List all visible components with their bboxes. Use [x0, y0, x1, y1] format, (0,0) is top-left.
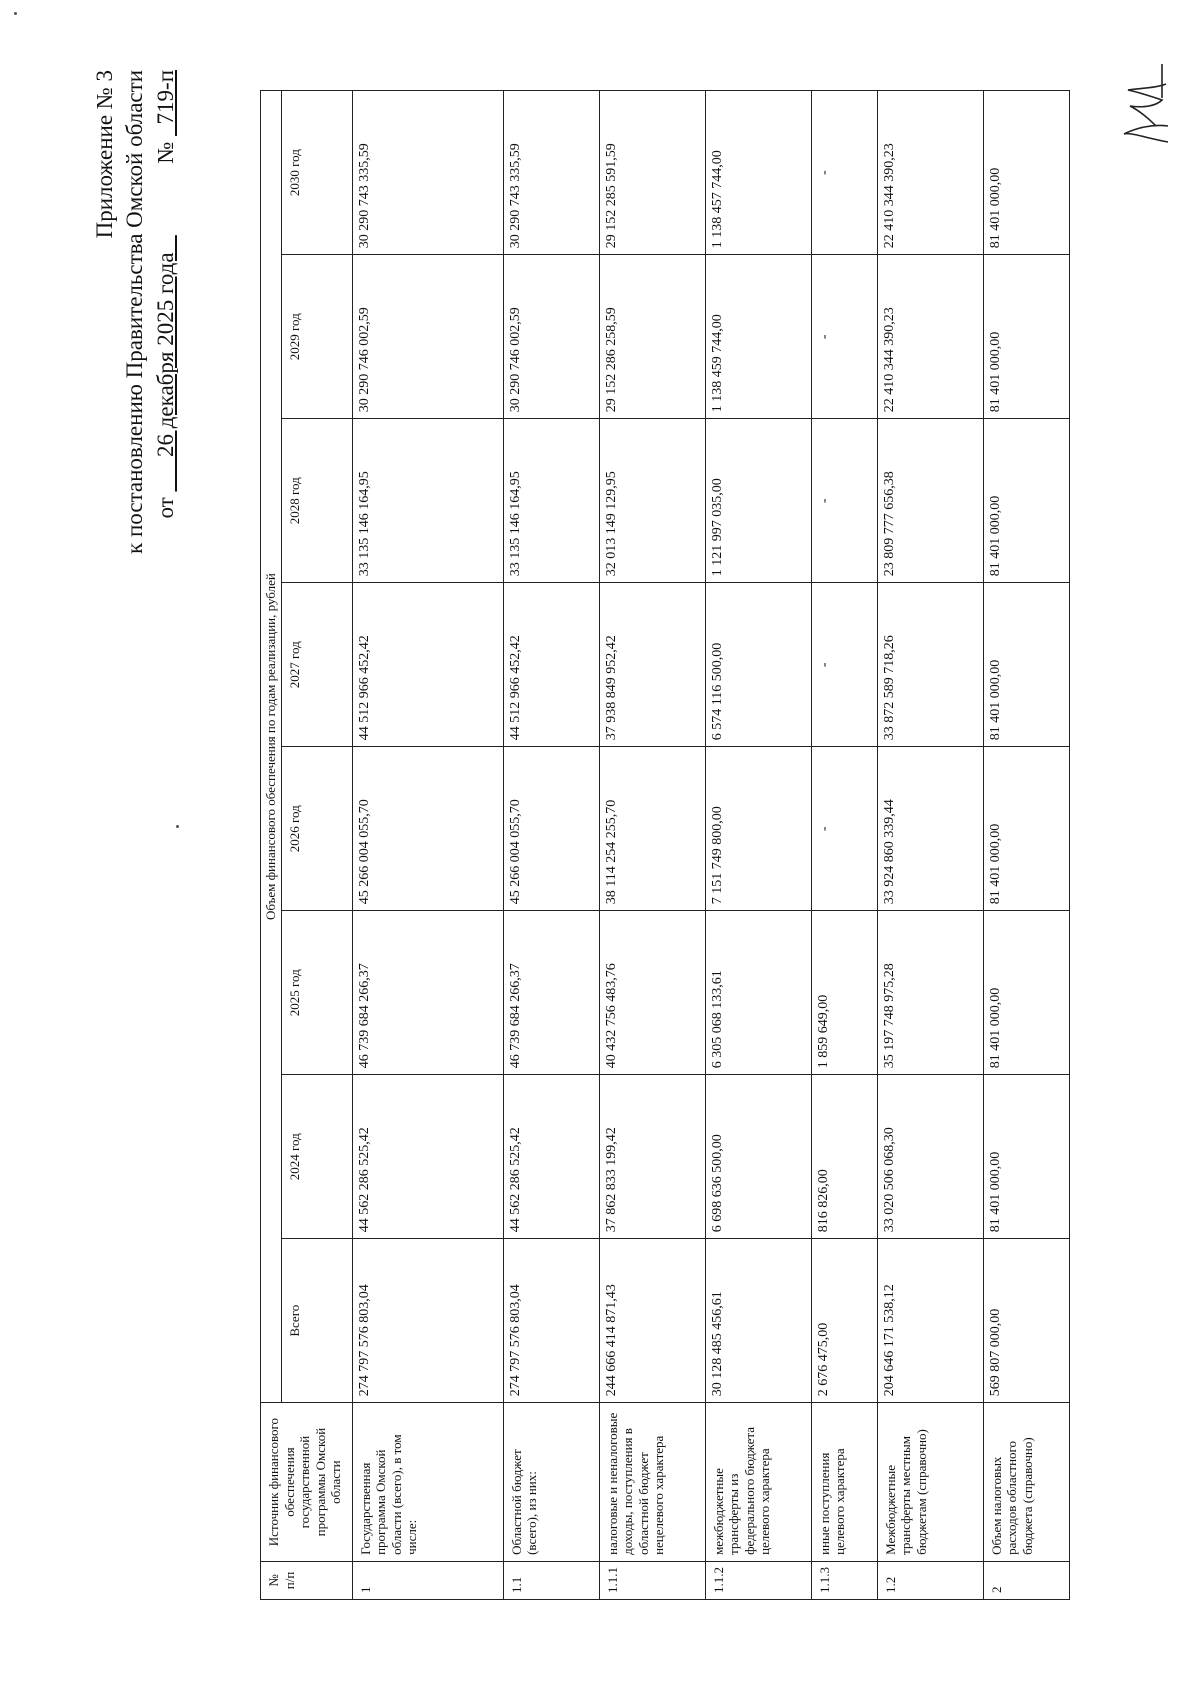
row-total: 204 646 171 538,12: [877, 1239, 983, 1403]
row-year-value: 33 135 146 164,95: [352, 419, 503, 583]
row-source: Межбюджетные трансферты местным бюджетам (справочно): [877, 1403, 983, 1562]
row-year-value: 44 512 966 452,42: [503, 583, 599, 747]
row-source: Государственная программа Омской области (всего), в том числе:: [352, 1403, 503, 1562]
row-year-value: -: [811, 419, 877, 583]
row-year-value: 45 266 004 055,70: [503, 747, 599, 911]
row-total: 274 797 576 803,04: [352, 1239, 503, 1403]
appendix-header: [90, 70, 181, 590]
table-row: [983, 91, 1069, 1600]
row-year-value: 81 401 000,00: [983, 911, 1069, 1075]
row-year-value: 33 020 506 068,30: [877, 1075, 983, 1239]
row-total: 274 797 576 803,04: [503, 1239, 599, 1403]
column-header-source: Источник финансового обеспечения государственной программы Омской области: [261, 1403, 353, 1562]
column-group-header: Объем финансового обеспечения по годам реализации, рублей: [261, 91, 282, 1403]
row-total: 244 666 414 871,43: [599, 1239, 705, 1403]
row-year-value: 33 924 860 339,44: [877, 747, 983, 911]
row-year-value: -: [811, 747, 877, 911]
row-year-value: 40 432 756 483,76: [599, 911, 705, 1075]
column-header-year: 2025 год: [281, 911, 352, 1075]
row-year-value: 1 138 459 744,00: [705, 255, 811, 419]
row-year-value: 32 013 149 129,95: [599, 419, 705, 583]
column-header-year: 2024 год: [281, 1075, 352, 1239]
row-number: 1: [352, 1561, 503, 1599]
row-year-value: 6 305 068 133,61: [705, 911, 811, 1075]
column-header-year: 2029 год: [281, 255, 352, 419]
row-source: Областной бюджет (всего), из них:: [503, 1403, 599, 1562]
row-year-value: 33 872 589 718,26: [877, 583, 983, 747]
number-label: №: [152, 141, 178, 164]
column-header-year: 2027 год: [281, 583, 352, 747]
row-year-value: 7 151 749 800,00: [705, 747, 811, 911]
row-number: 1.1: [503, 1561, 599, 1599]
row-year-value: 30 290 743 335,59: [503, 91, 599, 255]
row-number: 1.1.1: [599, 1561, 705, 1599]
row-year-value: 1 859 649,00: [811, 911, 877, 1075]
row-year-value: 29 152 285 591,59: [599, 91, 705, 255]
row-year-value: 1 121 997 035,00: [705, 419, 811, 583]
row-year-value: 46 739 684 266,37: [352, 911, 503, 1075]
row-year-value: -: [811, 255, 877, 419]
appendix-reference: к постановлению Правительства Омской области: [122, 70, 148, 554]
table-row: [503, 91, 599, 1600]
row-year-value: 44 512 966 452,42: [352, 583, 503, 747]
row-year-value: 81 401 000,00: [983, 419, 1069, 583]
table-row: [877, 91, 983, 1600]
table-row: [811, 91, 877, 1600]
row-year-value: 6 698 636 500,00: [705, 1075, 811, 1239]
row-year-value: 22 410 344 390,23: [877, 91, 983, 255]
appendix-date-line: [151, 70, 181, 590]
decree-number: 719-п: [152, 70, 178, 125]
row-year-value: 22 410 344 390,23: [877, 255, 983, 419]
row-year-value: 81 401 000,00: [983, 255, 1069, 419]
row-total: 30 128 485 456,61: [705, 1239, 811, 1403]
row-total: 569 807 000,00: [983, 1239, 1069, 1403]
row-number: 2: [983, 1561, 1069, 1599]
row-year-value: 45 266 004 055,70: [352, 747, 503, 911]
row-year-value: 37 862 833 199,42: [599, 1075, 705, 1239]
column-header-year: 2028 год: [281, 419, 352, 583]
column-header-total: Всего: [281, 1239, 352, 1403]
row-year-value: 37 938 849 952,42: [599, 583, 705, 747]
row-number: 1.1.2: [705, 1561, 811, 1599]
row-year-value: 35 197 748 975,28: [877, 911, 983, 1075]
row-year-value: -: [811, 583, 877, 747]
row-source: Объем налоговых расходов областного бюджета (справочно): [983, 1403, 1069, 1562]
handwritten-signature: [1116, 60, 1186, 150]
row-year-value: 1 138 457 744,00: [705, 91, 811, 255]
row-total: 2 676 475,00: [811, 1239, 877, 1403]
table-row: [705, 91, 811, 1600]
row-year-value: -: [811, 91, 877, 255]
document-page: [20, 30, 1180, 1680]
row-year-value: 29 152 286 258,59: [599, 255, 705, 419]
row-year-value: 46 739 684 266,37: [503, 911, 599, 1075]
table-row: [599, 91, 705, 1600]
row-year-value: 30 290 743 335,59: [352, 91, 503, 255]
appendix-title: Приложение № 3: [92, 70, 117, 239]
row-year-value: 81 401 000,00: [983, 583, 1069, 747]
scan-speck: [176, 825, 179, 828]
financing-table: [260, 90, 1070, 1600]
row-year-value: 23 809 777 656,38: [877, 419, 983, 583]
row-year-value: 6 574 116 500,00: [705, 583, 811, 747]
row-year-value: 81 401 000,00: [983, 91, 1069, 255]
row-number: 1.2: [877, 1561, 983, 1599]
row-year-value: 816 826,00: [811, 1075, 877, 1239]
row-source: налоговые и неналоговые доходы, поступления в областной бюджет нецелевого характера: [599, 1403, 705, 1562]
row-source: иные поступления целевого характера: [811, 1403, 877, 1562]
row-year-value: 44 562 286 525,42: [503, 1075, 599, 1239]
row-year-value: 33 135 146 164,95: [503, 419, 599, 583]
row-number: 1.1.3: [811, 1561, 877, 1599]
row-source: межбюджетные трансферты из федерального бюджета целевого характера: [705, 1403, 811, 1562]
decree-date: 26 декабря 2025 года: [152, 252, 178, 458]
from-label: от: [152, 497, 178, 519]
row-year-value: 38 114 254 255,70: [599, 747, 705, 911]
row-year-value: 81 401 000,00: [983, 747, 1069, 911]
column-header-no: № п/п: [261, 1561, 353, 1599]
scan-speck: [14, 12, 17, 15]
row-year-value: 44 562 286 525,42: [352, 1075, 503, 1239]
column-header-year: 2026 год: [281, 747, 352, 911]
row-year-value: 30 290 746 002,59: [352, 255, 503, 419]
table-header-row: [261, 91, 282, 1600]
row-year-value: 30 290 746 002,59: [503, 255, 599, 419]
table-row: [352, 91, 503, 1600]
row-year-value: 81 401 000,00: [983, 1075, 1069, 1239]
column-header-year: 2030 год: [281, 91, 352, 255]
table-subheader-row: [281, 91, 352, 1600]
